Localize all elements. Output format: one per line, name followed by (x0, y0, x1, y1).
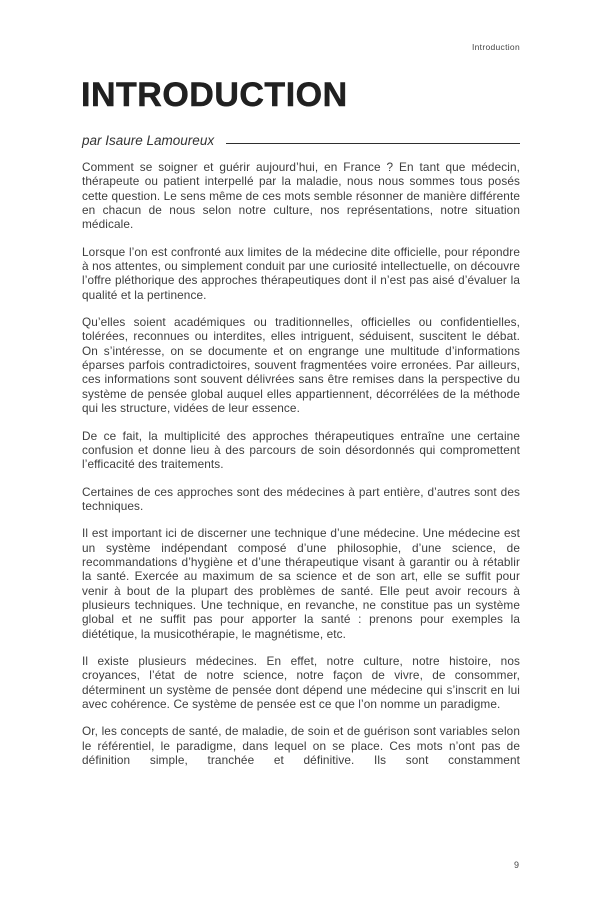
page-title: INTRODUCTION (81, 76, 348, 114)
byline: par Isaure Lamoureux (82, 133, 215, 148)
byline-row (82, 133, 520, 148)
paragraph: Or, les concepts de santé, de maladie, de soin et de guérison sont variables selon le référentiel, le paradigme, dans lequel on se place. Ces mots n’ont pas de définition simple, tranchée et définitive. Ils sont constamment (82, 724, 520, 768)
paragraph: De ce fait, la multiplicité des approches thérapeutiques entraîne une certaine confusion et donne lieu à des parcours de soin désordonnés qui compromettent l’efficacité des traitements. (82, 428, 520, 472)
paragraph: Il est important ici de discerner une technique d’une médecine. Une médecine est un système indépendant composé d’une philosophie, d’une science, de recommandations d’hygiène et d’une thérapeutique visant à garantir ou à rétablir la santé. Exercée au maximum de sa science et de son art, elle se suffit pour venir à bout de la plupart des problèmes de santé. Elle peut avoir recours à plusieurs techniques. Une technique, en revanche, ne constitue pas un système global et ne suffit pas pour apporter la santé : prenons pour exemples la diététique, la musicothérapie, le magnétisme, etc. (82, 526, 520, 641)
page-number: 9 (513, 860, 519, 870)
byline-rule (226, 143, 520, 145)
paragraph: Certaines de ces approches sont des médecines à part entière, d’autres sont des techniques. (82, 484, 520, 513)
paragraph: Comment se soigner et guérir aujourd’hui, en France ? En tant que médecin, thérapeute ou patient interpellé par la maladie, nous nous sommes tous posés cette question. Le sens même de ces mots semble résonner de manière différente en chacun de nous selon notre culture, nos représentations, notre situation médicale. (82, 160, 520, 232)
paragraph: Qu’elles soient académiques ou traditionnelles, officielles ou confidentielles, tolérées, reconnues ou interdites, elles intriguent, séduisent, suscitent le débat. On s’intéresse, on se documente et on engrange une multitude d’informations éparses parfois contradictoires, souvent fragmentées voire erronées. Par ailleurs, ces informations sont souvent délivrées sans être remises dans la perspective du système de pensée global auquel elles appartiennent, décorrélées de la méthode qui les structure, vidées de leur essence. (82, 315, 520, 416)
paragraph: Il existe plusieurs médecines. En effet, notre culture, notre histoire, nos croyances, l’état de notre science, notre façon de vivre, de consommer, déterminent un système de pensée dont dépend une médecine qui s’inscrit en lui avec cohérence. Ce système de pensée est ce que l’on nomme un paradigme. (82, 653, 520, 711)
running-header: Introduction (471, 42, 520, 52)
paragraph: Lorsque l’on est confronté aux limites de la médecine dite officielle, pour répondre à nos attentes, ou simplement conduit par une curiosité intellectuelle, on découvre l’offre pléthorique des approches thérapeutiques dont il n’est pas aisé d’évaluer la qualité et la pertinence. (82, 244, 520, 302)
body-text (82, 160, 520, 780)
